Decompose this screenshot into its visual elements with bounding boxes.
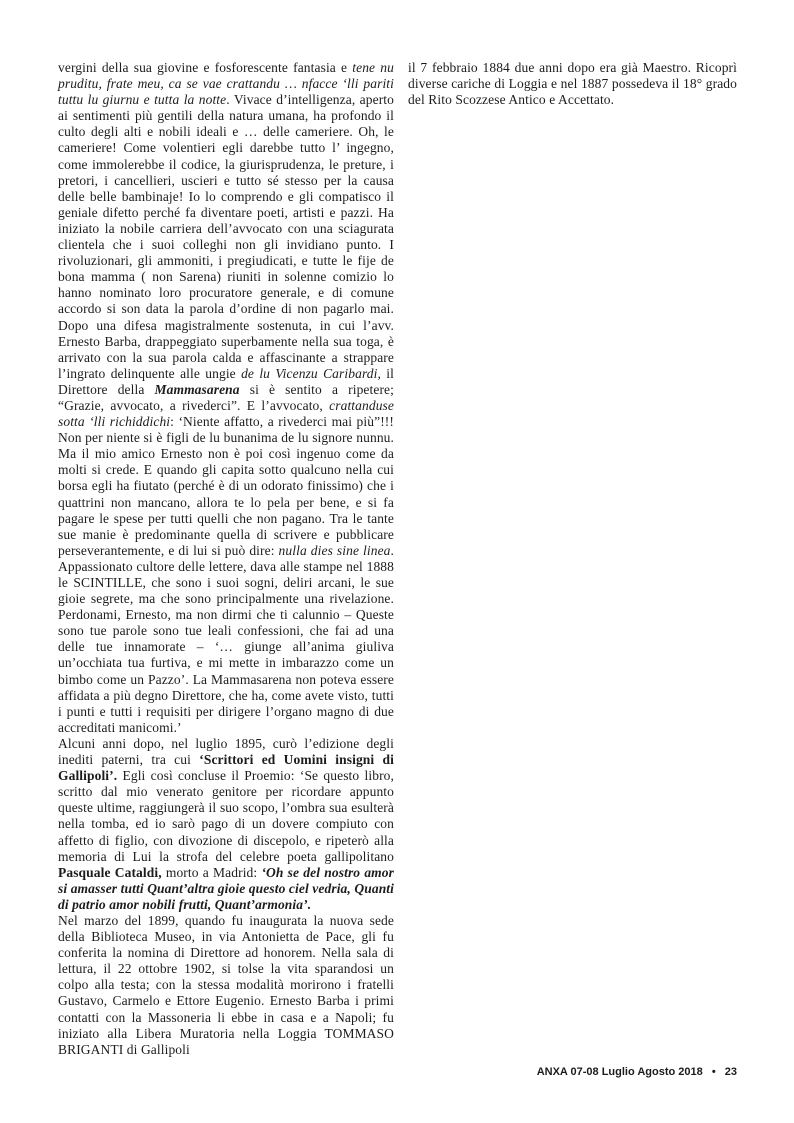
text-segment: il 7 febbraio 1884 due anni dopo era già Maestro. Ricoprì diverse cariche di Loggia e nel 1887 possedeva il 18° grado del Rito Scozzese Antico e Accettato. [408,60,737,108]
text-segment: . Appassionato cultore delle lettere, dava alle stampe nel 1888 le SCINTILLE, che sono i suoi sogni, deliri arcani, le sue gioie segrete, ma che sono principalmente una rivelazione. Perdonami, Ernesto, ma non dirmi che ti calunnio – Queste sono tue parole sono tue leali confessioni, che fai ad una delle tue innamorate – ‘… giunge all’anima giuliva un’occhiata tua furtiva, e mi mette in imbarazzo come un bimbo come un Pazzo’. La Mammasarena non poteva essere affidata a più degno Direttore, che ha, come avete visto, tutti i punti e tutti i requisiti per dirigere l’organo magno di due accreditati manicomi.’ [58,542,394,735]
text-segment: nulla dies sine linea [278,542,391,558]
text-segment: tene nu pruditu, frate meu, ca se vae crattandu … nfacce ‘lli pariti tuttu lu giurnu e tutta la notte [58,60,394,108]
text-segment: de lu Vicenzu Caribardi, [241,365,381,381]
text-segment: Pasquale Cataldi, [58,864,162,880]
paragraph [408,60,737,108]
right-text-column [408,60,737,108]
journal-issue-label: ANXA 07-08 Luglio Agosto 2018 [536,1066,703,1078]
text-segment: : ‘Niente affatto, a rivederci mai più”!!! Non per niente si è figli de lu bunanima de lu signore nunnu. Ma il mio amico Ernesto non è poi così ingenuo come da molti si crede. E quando gli capita sotto qualcuno nella cui borsa egli ha fiutato (perché è di un odorato finissimo) che i quattrini non mancano, allora te lo pela per bene, e si fa pagare le spese per tutti quelli che non pagano. Tra le tante sue manie è predominante quella di scrivere e pubblicare perseverantemente, e di lui si può dire: [58,414,394,558]
text-segment: ‘Scrittori ed Uomini insigni di Gallipoli’. [58,752,394,784]
text-segment: Mammasarena [154,381,240,397]
left-text-column [58,60,394,1058]
page-footer [0,1066,737,1078]
text-segment: Alcuni anni dopo, nel luglio 1895, curò l’edizione degli inediti paterni, tra cui [58,735,394,768]
text-segment: morto a Madrid: [161,864,262,880]
text-segment: crattanduse sotta ‘lli richiddichi [58,397,394,430]
text-segment: . Vivace d’intelligenza, aperto ai sentimenti più gentili della natura umana, ha profondo il culto degli alti e nobili ideali e … delle cameriere. Oh, le cameriere! Come volentieri egli darebbe tutto l’ ingegno, come immolerebbe il codice, la giurisprudenza, le preture, i pretori, i cancellieri, uscieri e tutto sé stesso per la causa delle belle bambinaje! Io lo comprendo e gli compatisco il geniale difetto perché fa diventare poeti, artisti e pazzi. Ha iniziato la nobile carriera dell’avvocato con una sciagurata clientela che i suoi colleghi non gli invidiano punto. I rivoluzionari, gli ammoniti, i pregiudicati, e tutte le fije de bona mamma ( non Sarena) riuniti in solenne comizio lo hanno nominato loro procuratore generale, e di comune accordo si son data la parola d’ordine di non pagarlo mai. Dopo una difesa magistralmente sostenuta, in cui l’avv. Ernesto Barba, drappeggiato superbamente nella sua toga, è arrivato con la sua parola calda e affascinante a strappare l’ingrato delinquente alle ungie [58,92,394,381]
paragraph [58,913,394,1058]
text-segment: ‘Oh se del nostro amor si amasser tutti Quant’altra gioie questo ciel vedria, Quanti di patrio amor nobili frutti, Quant’armonia’. [58,864,394,912]
text-segment: Nel marzo del 1899, quando fu inaugurata la nuova sede della Biblioteca Museo, in via Antonietta de Pace, gli fu conferita la nomina di Direttore ad honorem. Nella sala di lettura, il 22 ottobre 1902, si tolse la vita sparandosi un colpo alla testa; con la stessa modalità morirono i fratelli Gustavo, Carmelo e Ettore Eugenio. Ernesto Barba i primi contatti con la Massoneria li ebbe in casa e a Napoli; fu iniziato alla Libera Muratoria nella Loggia TOMMASO BRIGANTI di Gallipoli [58,912,394,1057]
paragraph [58,60,394,736]
footer-bullet-separator: • [711,1066,716,1078]
text-segment: Egli così concluse il Proemio: ‘Se questo libro, scritto dal mio venerato genitore per ricordare appunto queste ultime, raggiungerà il suo scopo, l’ombra sua esulterà nella tomba, ed io sarò pago di un dovere compiuto con affetto di figlio, con divozione di discepolo, e ripeterò alla memoria di Lui la strofa del celebre poeta gallipolitano [58,768,394,864]
text-segment: vergini della sua giovine e fosforescente fantasia e [58,60,353,75]
text-segment: si è sentito a ripetere; “Grazie, avvocato, a rivederci”. E l’avvocato, [58,381,394,413]
page-number: 23 [724,1066,737,1078]
paragraph [58,736,394,913]
text-segment: il Direttore della [58,365,394,397]
